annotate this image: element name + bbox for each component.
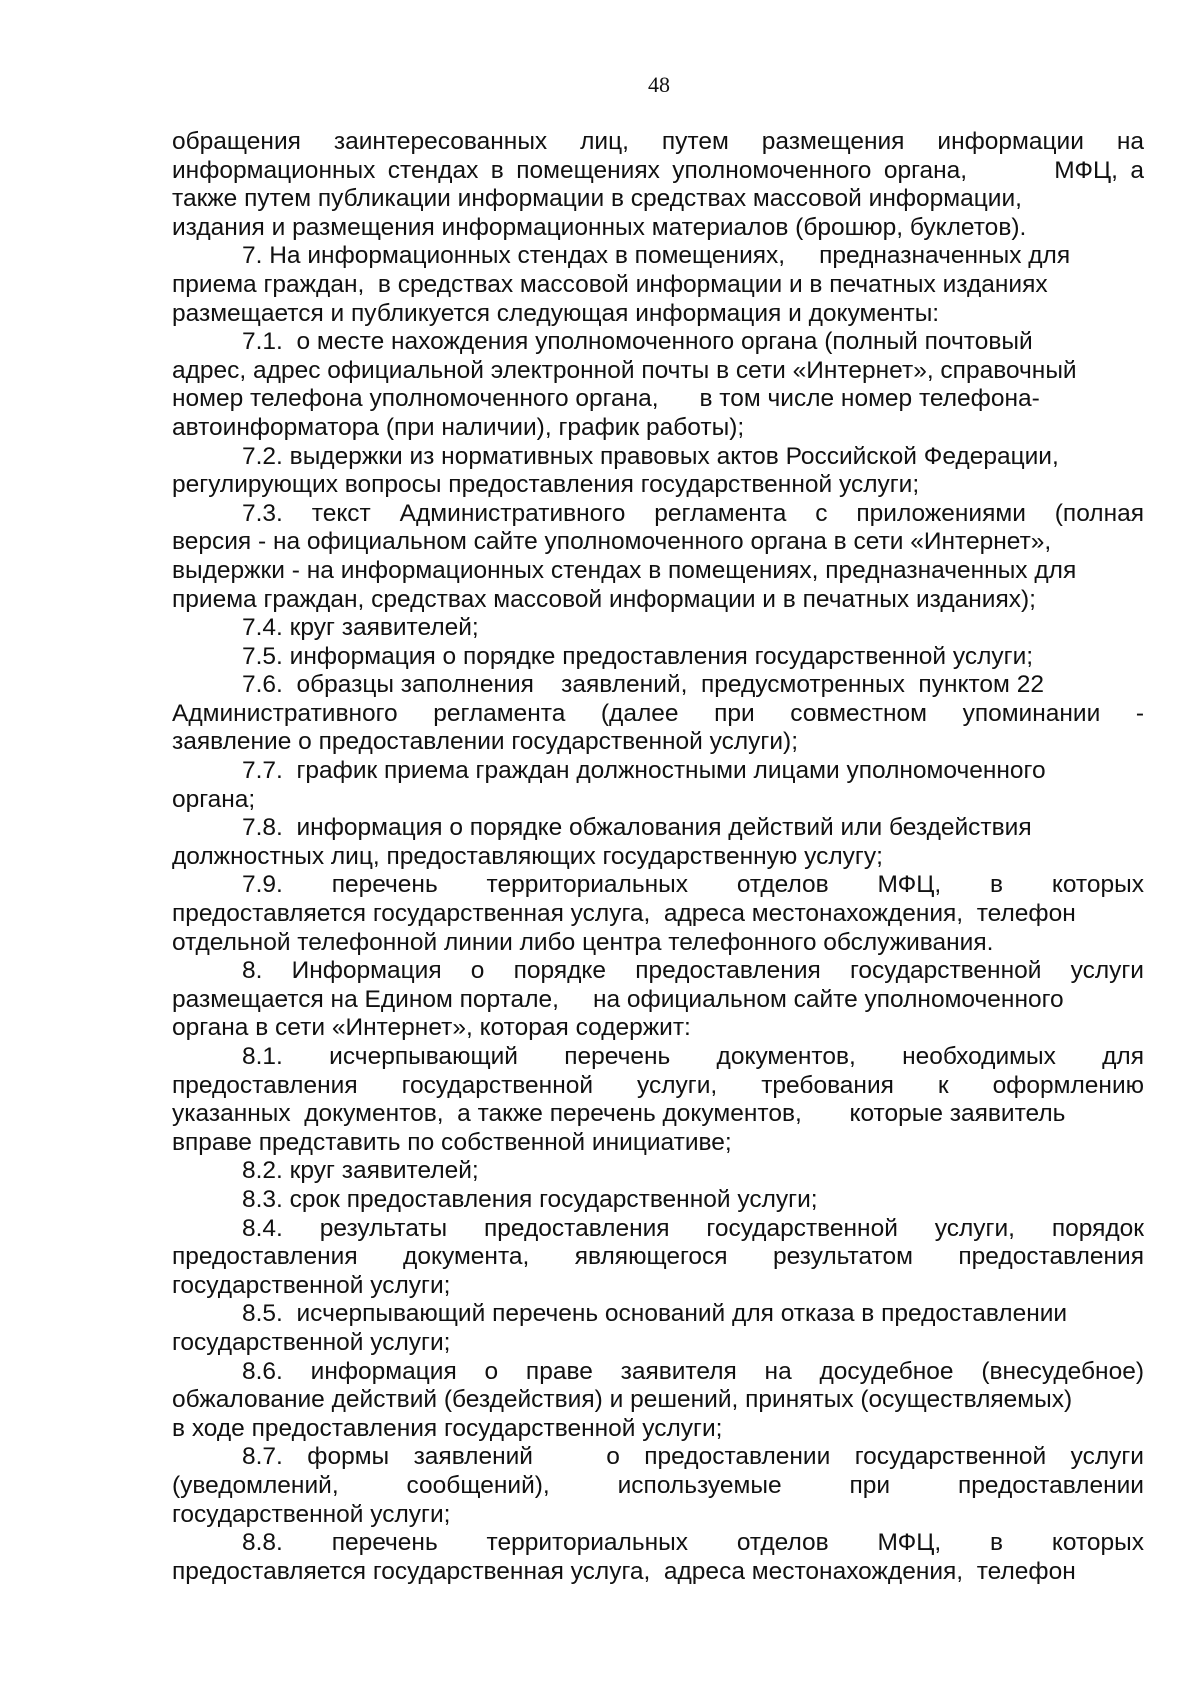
text-line: обращения заинтересованных лиц, путем размещения информации на xyxy=(172,128,1144,155)
text-line: предоставляется государственная услуга, адреса местонахождения, телефон xyxy=(172,1557,1076,1585)
text-line: 8.6. информация о праве заявителя на досудебное (внесудебное) xyxy=(242,1357,1144,1385)
text-line: органа; xyxy=(172,785,256,813)
text-line: государственной услуги; xyxy=(172,1271,451,1299)
text-line: 7.7. график приема граждан должностными лицами уполномоченного xyxy=(242,757,1046,785)
document-body xyxy=(172,128,1144,1586)
text-line: государственной услуги; xyxy=(172,1500,451,1528)
text-line: 8. Информация о порядке предоставления государственной услуги xyxy=(242,957,1144,985)
text-line: версия - на официальном сайте уполномоченного органа в сети «Интернет», xyxy=(172,528,1052,556)
text-line: 8.5. исчерпывающий перечень оснований для отказа в предоставлении xyxy=(242,1300,1068,1328)
text-line: информационных стендах в помещениях уполномоченного органа, МФЦ, а xyxy=(172,156,1144,184)
text-line: 8.1. исчерпывающий перечень документов, необходимых для xyxy=(242,1043,1144,1070)
text-line: номер телефона уполномоченного органа, в том числе номер телефона- xyxy=(172,385,1040,413)
text-line: 7.3. текст Административного регламента с приложениями (полная xyxy=(242,499,1144,527)
text-line: издания и размещения информационных материалов (брошюр, буклетов). xyxy=(172,213,1027,241)
text-line: адрес, адрес официальной электронной почты в сети «Интернет», справочный xyxy=(172,356,1077,384)
text-line: размещается на Едином портале, на официальном сайте уполномоченного xyxy=(172,985,1064,1013)
text-line: 8.2. круг заявителей; xyxy=(242,1157,479,1185)
text-line: автоинформатора (при наличии), график работы); xyxy=(172,413,745,441)
text-line: 8.3. срок предоставления государственной услуги; xyxy=(242,1185,818,1213)
text-line: 8.4. результаты предоставления государственной услуги, порядок xyxy=(242,1214,1144,1242)
text-line: 7.2. выдержки из нормативных правовых актов Российской Федерации, xyxy=(242,442,1059,470)
text-line: 7.4. круг заявителей; xyxy=(242,614,479,642)
text-line: также путем публикации информации в средствах массовой информации, xyxy=(172,185,1022,213)
text-line: обжалование действий (бездействия) и решений, принятых (осуществляемых) xyxy=(172,1386,1073,1414)
text-line: (уведомлений, сообщений), используемые при предоставлении xyxy=(172,1471,1144,1499)
page-number: 48 xyxy=(648,72,670,97)
text-line: 8.8. перечень территориальных отделов МФЦ, в которых xyxy=(242,1529,1144,1557)
text-line: предоставления документа, являющегося результатом предоставления xyxy=(172,1243,1144,1271)
text-line: выдержки - на информационных стендах в помещениях, предназначенных для xyxy=(172,556,1077,584)
text-line: Административного регламента (далее при совместном упоминании - xyxy=(172,699,1144,727)
text-line: приема граждан, средствах массовой информации и в печатных изданиях); xyxy=(172,585,1036,613)
text-line: в ходе предоставления государственной услуги; xyxy=(172,1414,723,1442)
text-line: органа в сети «Интернет», которая содержит: xyxy=(172,1014,691,1042)
text-line: указанных документов, а также перечень документов, которые заявитель xyxy=(172,1100,1066,1128)
text-line: государственной услуги; xyxy=(172,1328,451,1356)
text-line: регулирующих вопросы предоставления государственной услуги; xyxy=(172,471,920,499)
text-line: 7.5. информация о порядке предоставления государственной услуги; xyxy=(242,642,1034,670)
text-line: 7.9. перечень территориальных отделов МФЦ, в которых xyxy=(242,871,1144,899)
text-line: вправе представить по собственной инициативе; xyxy=(172,1128,732,1156)
text-line: заявление о предоставлении государственной услуги); xyxy=(172,728,799,756)
text-line: 7. На информационных стендах в помещениях, предназначенных для xyxy=(242,242,1071,270)
text-line: предоставления государственной услуги, требования к оформлению xyxy=(172,1071,1144,1099)
text-line: приема граждан, в средствах массовой информации и в печатных изданиях xyxy=(172,270,1048,298)
text-line: 7.1. о месте нахождения уполномоченного органа (полный почтовый xyxy=(242,328,1033,356)
text-line: 7.6. образцы заполнения заявлений, предусмотренных пунктом 22 xyxy=(242,671,1044,699)
text-line: 8.7. формы заявлений о предоставлении государственной услуги xyxy=(242,1443,1144,1471)
text-line: должностных лиц, предоставляющих государственную услугу; xyxy=(172,842,883,870)
text-line: отдельной телефонной линии либо центра телефонного обслуживания. xyxy=(172,928,994,956)
text-line: предоставляется государственная услуга, адреса местонахождения, телефон xyxy=(172,900,1076,928)
text-line: размещается и публикуется следующая информация и документы: xyxy=(172,299,940,327)
text-line: 7.8. информация о порядке обжалования действий или бездействия xyxy=(242,814,1032,842)
